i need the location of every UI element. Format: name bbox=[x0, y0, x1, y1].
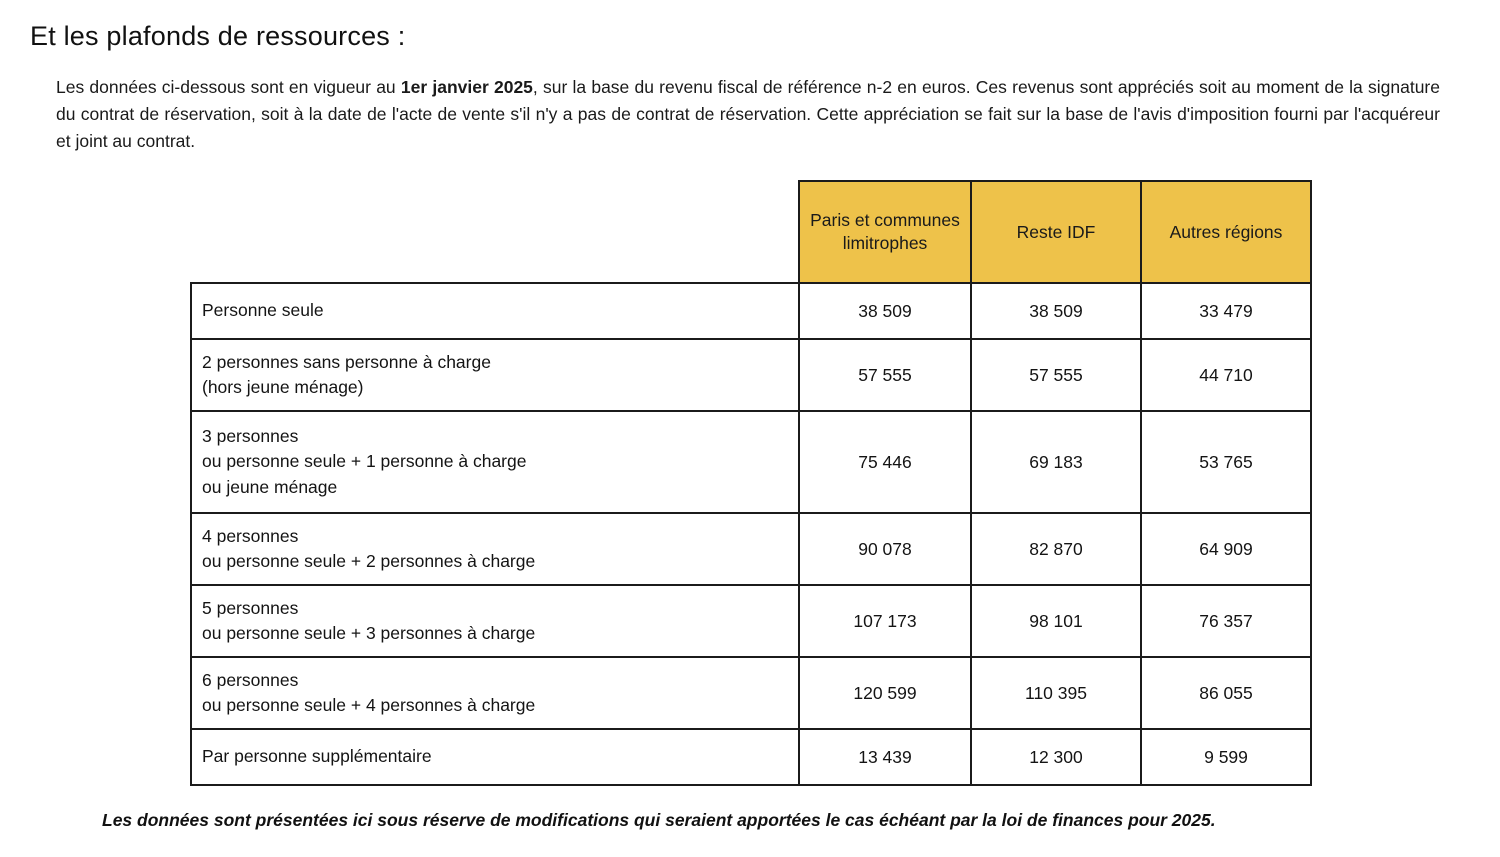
row-label: 6 personnes ou personne seule + 4 personnes à charge bbox=[191, 657, 799, 729]
row-value-reste-idf: 110 395 bbox=[971, 657, 1141, 729]
footnote-text: Les données sont présentées ici sous réserve de modifications qui seraient apportées le cas échéant par la loi de finances pour 2025. bbox=[102, 810, 1216, 831]
row-value-paris: 90 078 bbox=[799, 513, 971, 585]
row-value-reste-idf: 98 101 bbox=[971, 585, 1141, 657]
row-value-autres-regions: 86 055 bbox=[1141, 657, 1311, 729]
row-value-paris: 120 599 bbox=[799, 657, 971, 729]
row-value-paris: 75 446 bbox=[799, 411, 971, 513]
row-value-reste-idf: 12 300 bbox=[971, 729, 1141, 785]
table-row bbox=[191, 585, 1311, 657]
row-value-reste-idf: 69 183 bbox=[971, 411, 1141, 513]
resource-ceilings-table bbox=[190, 180, 1312, 786]
row-label: Par personne supplémentaire bbox=[191, 729, 799, 785]
row-value-autres-regions: 9 599 bbox=[1141, 729, 1311, 785]
row-value-autres-regions: 76 357 bbox=[1141, 585, 1311, 657]
table-header-paris: Paris et communes limitrophes bbox=[799, 181, 971, 283]
row-value-reste-idf: 82 870 bbox=[971, 513, 1141, 585]
row-label: 2 personnes sans personne à charge (hors jeune ménage) bbox=[191, 339, 799, 411]
table-header-autres-regions: Autres régions bbox=[1141, 181, 1311, 283]
page-title: Et les plafonds de ressources : bbox=[30, 21, 406, 51]
row-value-autres-regions: 53 765 bbox=[1141, 411, 1311, 513]
table-row bbox=[191, 411, 1311, 513]
table-header-corner bbox=[191, 181, 799, 283]
row-value-paris: 13 439 bbox=[799, 729, 971, 785]
table-header bbox=[191, 181, 1311, 283]
row-label: 5 personnes ou personne seule + 3 personnes à charge bbox=[191, 585, 799, 657]
table-row bbox=[191, 729, 1311, 785]
table-row bbox=[191, 283, 1311, 339]
row-value-paris: 38 509 bbox=[799, 283, 971, 339]
ceilings-table-wrapper bbox=[30, 180, 1460, 786]
row-value-autres-regions: 64 909 bbox=[1141, 513, 1311, 585]
intro-paragraph: Les données ci-dessous sont en vigueur au 1er janvier 2025, sur la base du revenu fiscal de référence n-2 en euros. Ces revenus sont appréciés soit au moment de la signature du contrat de réservation, soit à la date de l'acte de vente s'il n'y a pas de contrat de réservation. Cette appréciation se fait sur la base de l'avis d'imposition fourni par l'acquéreur et joint au contrat. bbox=[56, 77, 1440, 151]
table-body bbox=[191, 283, 1311, 785]
table-header-reste-idf: Reste IDF bbox=[971, 181, 1141, 283]
row-label: 4 personnes ou personne seule + 2 personnes à charge bbox=[191, 513, 799, 585]
table-row bbox=[191, 339, 1311, 411]
table-row bbox=[191, 657, 1311, 729]
row-value-reste-idf: 38 509 bbox=[971, 283, 1141, 339]
row-value-autres-regions: 44 710 bbox=[1141, 339, 1311, 411]
row-value-paris: 57 555 bbox=[799, 339, 971, 411]
row-label: 3 personnes ou personne seule + 1 personne à charge ou jeune ménage bbox=[191, 411, 799, 513]
row-value-paris: 107 173 bbox=[799, 585, 971, 657]
row-label: Personne seule bbox=[191, 283, 799, 339]
table-row bbox=[191, 513, 1311, 585]
table-header-row bbox=[191, 181, 1311, 283]
row-value-autres-regions: 33 479 bbox=[1141, 283, 1311, 339]
row-value-reste-idf: 57 555 bbox=[971, 339, 1141, 411]
